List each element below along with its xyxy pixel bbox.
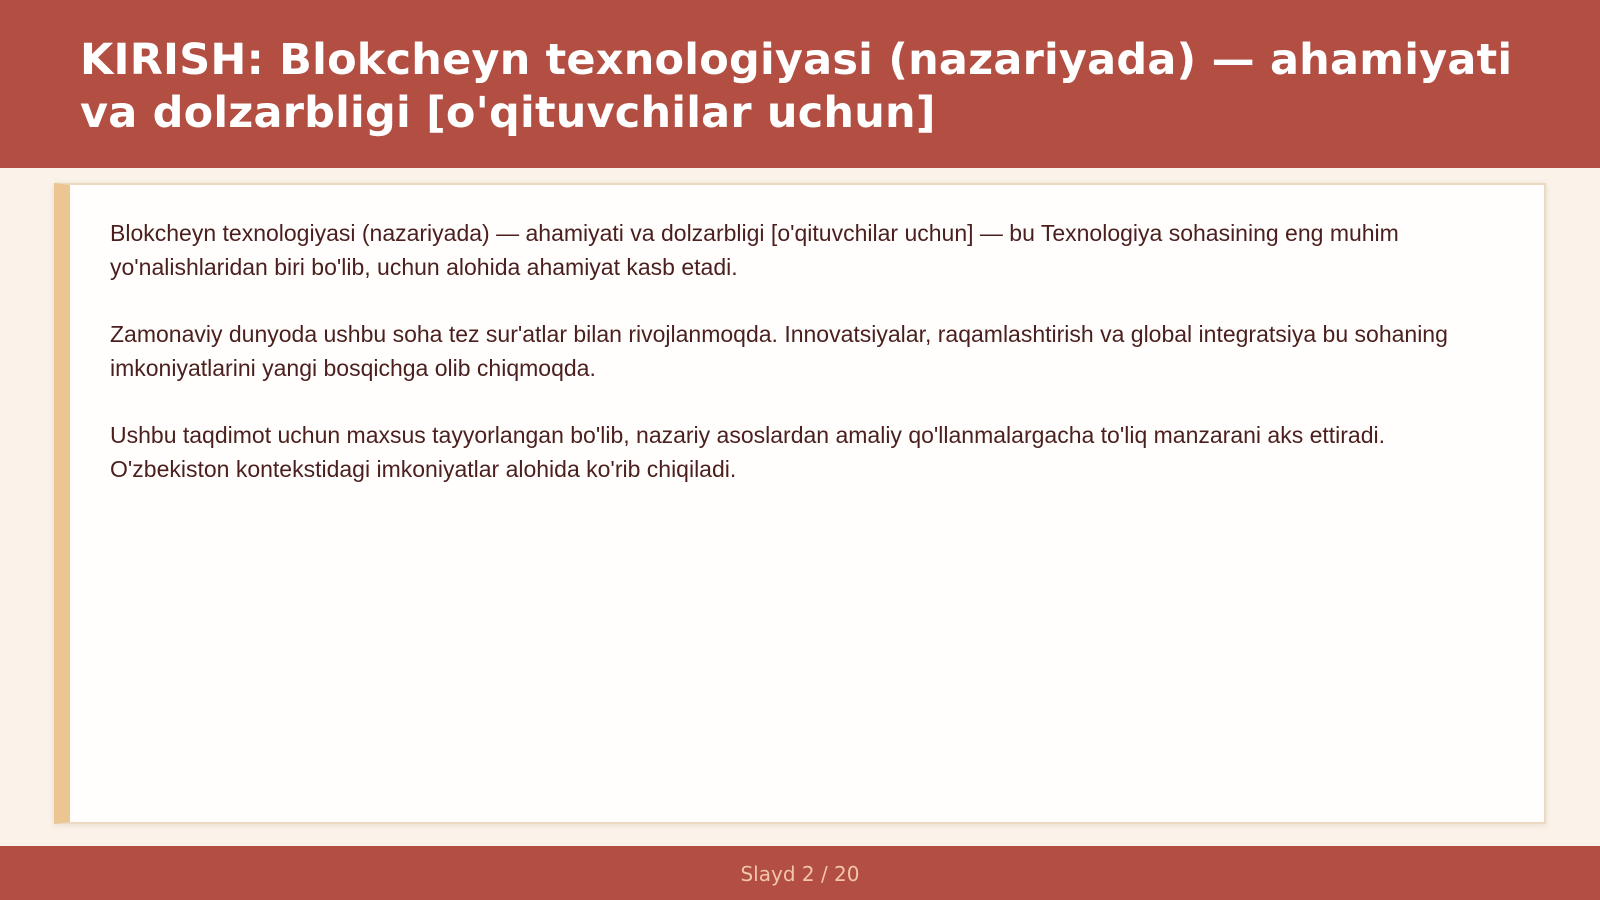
slide-counter: Slayd 2 / 20 bbox=[740, 862, 860, 886]
modern-world-paragraph: Zamonaviy dunyoda ushbu soha tez sur'atlar bilan rivojlanmoqda. Innovatsiyalar, raqamlashtirish va global integratsiya bu sohaning imkoniyatlarini yangi bosqichga olib chiqmoqda. bbox=[110, 321, 1448, 381]
slide-title: KIRISH: Blokcheyn texnologiyasi (nazariyada) — ahamiyati va dolzarbligi [o'qituvchilar uchun] bbox=[80, 35, 1513, 138]
content-card bbox=[54, 183, 1546, 824]
slide-footer bbox=[0, 846, 1600, 900]
presentation-purpose-paragraph: Ushbu taqdimot uchun maxsus tayyorlangan bo'lib, nazariy asoslardan amaliy qo'llanmalargacha to'liq manzarani aks ettiradi. O'zbekiston kontekstidagi imkoniyatlar alohida ko'rib chiqiladi. bbox=[110, 422, 1386, 482]
intro-paragraph: Blokcheyn texnologiyasi (nazariyada) — ahamiyati va dolzarbligi [o'qituvchilar uchun] — bu Texnologiya sohasining eng muhim yo'nalishlaridan biri bo'lib, uchun alohida ahamiyat kasb etadi. bbox=[110, 220, 1399, 280]
slide-header bbox=[0, 0, 1600, 168]
